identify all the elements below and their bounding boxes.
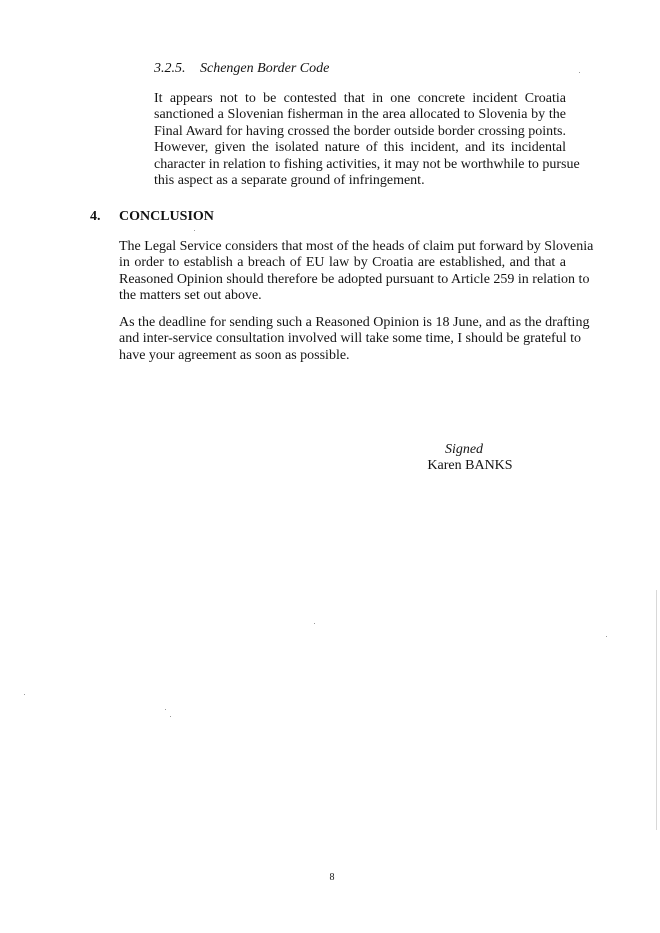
paragraph-line: The Legal Service considers that most of the heads of claim put forward by Slovenia: [119, 239, 594, 254]
conclusion-paragraph-2: [119, 315, 590, 364]
section-paragraph: [154, 91, 580, 189]
scan-speck: [579, 72, 580, 73]
scan-speck: [165, 709, 166, 710]
conclusion-heading: [90, 209, 214, 225]
section-title: Schengen Border Code: [200, 61, 330, 76]
scan-speck: [170, 716, 171, 717]
scan-edge: [656, 590, 657, 830]
page-number: 8: [329, 872, 335, 883]
paragraph-line: As the deadline for sending such a Reasoned Opinion is 18 June, and as the drafting: [119, 315, 590, 330]
heading-title: CONCLUSION: [119, 209, 214, 224]
paragraph-line: However, given the isolated nature of this incident, and its incidental: [154, 140, 566, 156]
scan-speck: [314, 623, 315, 624]
scan-speck: [606, 636, 607, 637]
scan-speck: [24, 694, 25, 695]
paragraph-line: and inter-service consultation involved will take some time, I should be grateful to: [119, 331, 581, 347]
heading-number: 4.: [90, 209, 101, 224]
paragraph-line: have your agreement as soon as possible.: [119, 347, 350, 363]
paragraph-line: Reasoned Opinion should therefore be adopted pursuant to Article 259 in relation to: [119, 271, 590, 287]
paragraph-line: the matters set out above.: [119, 288, 262, 304]
signatory-name: Karen BANKS: [427, 458, 513, 473]
paragraph-line: sanctioned a Slovenian fisherman in the area allocated to Slovenia by the: [154, 107, 566, 123]
paragraph-line: It appears not to be contested that in one concrete incident Croatia: [154, 91, 566, 106]
conclusion-paragraph-1: [119, 239, 594, 305]
scan-speck: [194, 230, 195, 231]
paragraph-line: in order to establish a breach of EU law by Croatia are established, and that a: [119, 255, 566, 271]
paragraph-line: this aspect as a separate ground of infringement.: [154, 173, 425, 189]
section-number: 3.2.5.: [154, 61, 186, 76]
section-subheading: [154, 61, 329, 77]
paragraph-line: Final Award for having crossed the border outside border crossing points.: [154, 123, 566, 139]
signed-label: Signed: [444, 442, 484, 457]
paragraph-line: character in relation to fishing activities, it may not be worthwhile to pursue: [154, 156, 580, 172]
